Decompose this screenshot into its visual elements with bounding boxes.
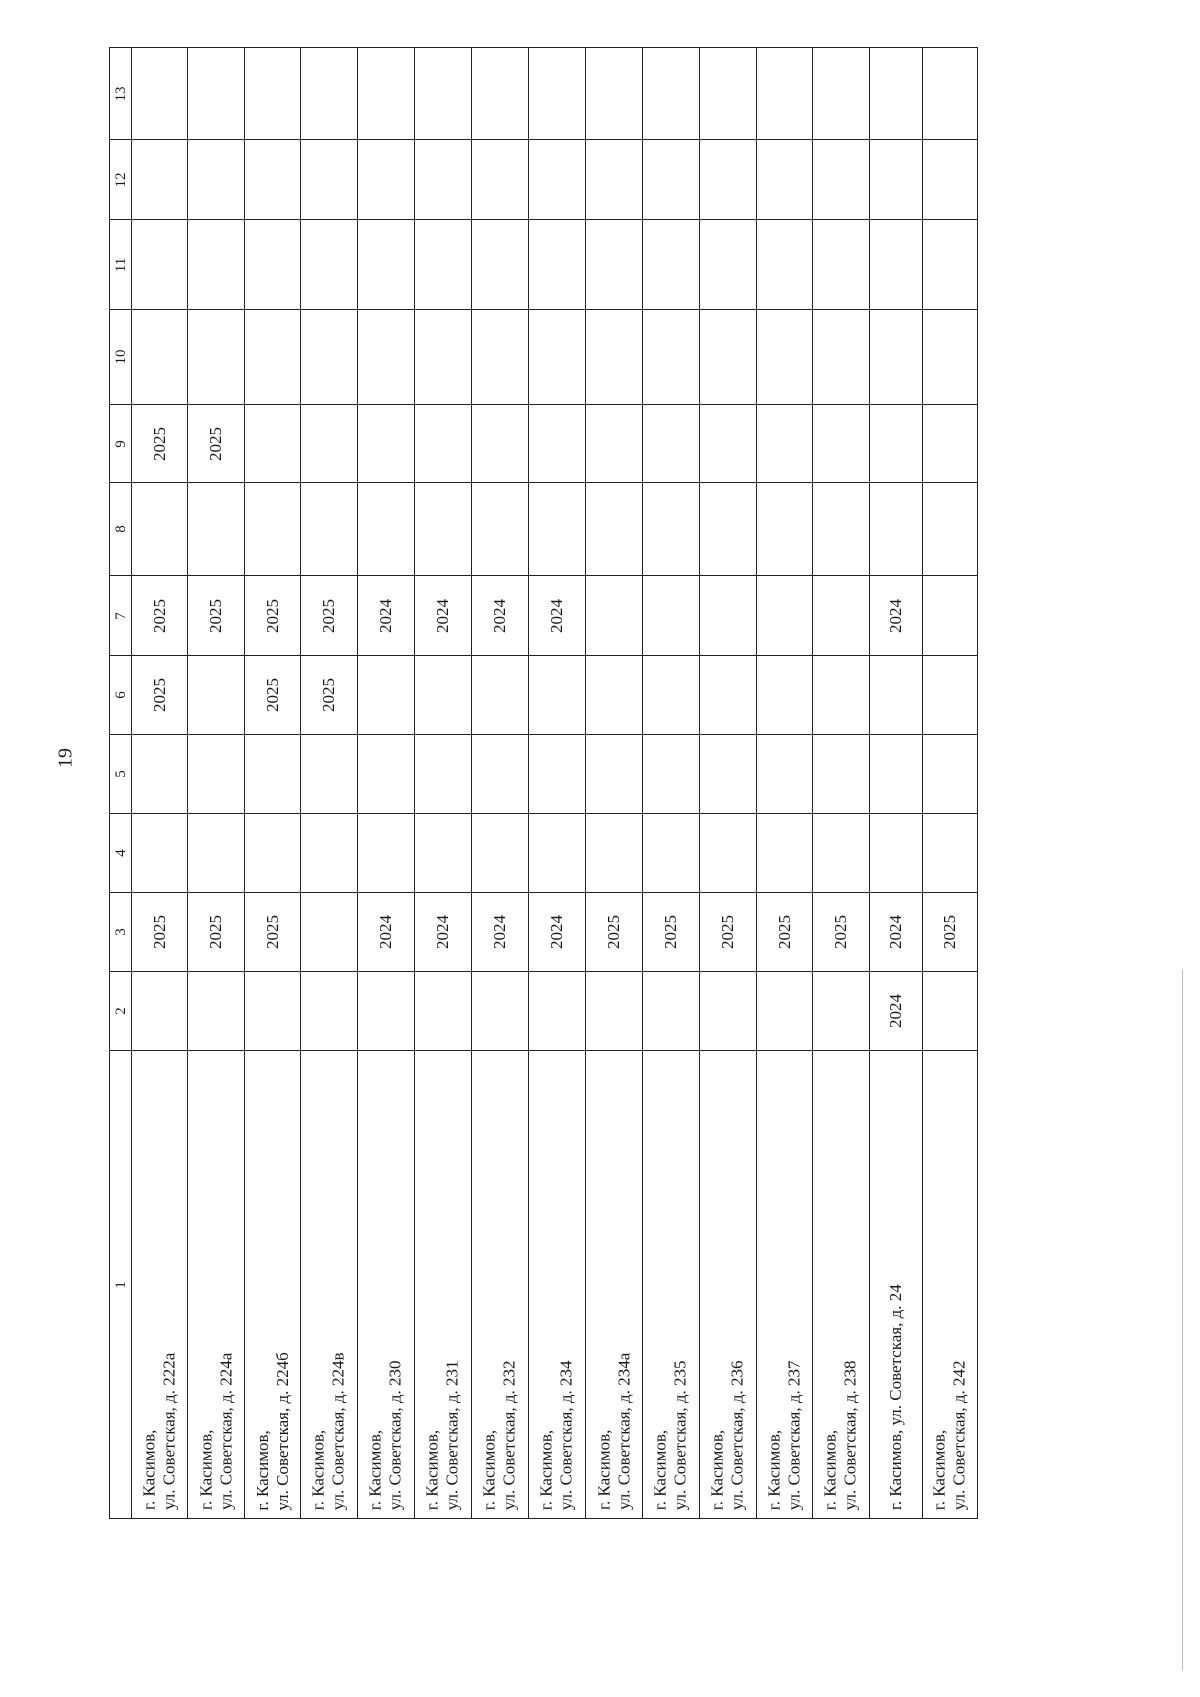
year-cell-c2 — [131, 971, 187, 1050]
year-cell-c6 — [187, 655, 244, 734]
scan-edge-line — [1182, 970, 1183, 1670]
address-line: ул. Советская, д. 222а — [159, 1352, 179, 1511]
year-cell-c13 — [471, 47, 528, 139]
year-value: 2025 — [262, 915, 282, 949]
year-cell-c3 — [300, 892, 357, 971]
address-line: г. Касимов, — [929, 1429, 949, 1510]
year-cell-c13 — [357, 47, 414, 139]
year-cell-c12 — [812, 139, 869, 219]
year-value: 2024 — [885, 598, 905, 633]
year-cell-c10 — [471, 309, 528, 404]
year-cell-c6 — [471, 655, 528, 734]
year-cell-c12 — [244, 139, 300, 219]
column-header-2 — [109, 971, 131, 1050]
year-cell-c5 — [642, 734, 699, 813]
year-cell-c6 — [528, 655, 585, 734]
address-text — [650, 1360, 691, 1510]
column-header-7 — [109, 575, 131, 655]
year-cell-c7 — [699, 575, 756, 655]
address-line: г. Касимов, — [536, 1429, 556, 1510]
column-header-label: 5 — [112, 770, 129, 778]
year-cell-c7 — [471, 575, 528, 655]
year-cell-c12 — [414, 139, 471, 219]
year-cell-c4 — [300, 813, 357, 892]
year-cell-c11 — [187, 219, 244, 309]
year-cell-c5 — [699, 734, 756, 813]
address-line: ул. Советская, д. 234 — [556, 1360, 576, 1510]
year-cell-c12 — [300, 139, 357, 219]
address-line: ул. Советская, д. 230 — [385, 1360, 405, 1510]
year-cell-c11 — [922, 219, 978, 309]
year-cell-c5 — [131, 734, 187, 813]
year-cell-c11 — [756, 219, 812, 309]
column-header-13 — [109, 47, 131, 139]
year-cell-c6 — [812, 655, 869, 734]
year-cell-c2 — [300, 971, 357, 1050]
address-line: ул. Советская, д. 224в — [328, 1352, 348, 1510]
year-cell-c3 — [131, 892, 187, 971]
year-cell-c6 — [244, 655, 300, 734]
year-cell-c11 — [812, 219, 869, 309]
year-cell-c13 — [869, 47, 922, 139]
column-header-label: 13 — [112, 86, 129, 101]
address-text — [422, 1360, 463, 1510]
year-value: 2024 — [432, 598, 452, 633]
year-cell-c2 — [756, 971, 812, 1050]
year-cell-c3 — [528, 892, 585, 971]
year-cell-c8 — [922, 482, 978, 575]
address-text — [929, 1360, 970, 1510]
address-line: ул. Советская, д. 242 — [949, 1360, 969, 1510]
year-value: 2024 — [489, 915, 509, 949]
year-cell-c9 — [756, 404, 812, 482]
year-cell-c7 — [131, 575, 187, 655]
year-cell-c6 — [922, 655, 978, 734]
year-cell-c11 — [300, 219, 357, 309]
year-cell-c10 — [528, 309, 585, 404]
year-cell-c4 — [131, 813, 187, 892]
address-line: ул. Советская, д. 232 — [499, 1360, 519, 1510]
address-cell — [357, 1050, 414, 1519]
year-cell-c6 — [585, 655, 642, 734]
year-value: 2025 — [262, 598, 282, 633]
column-header-12 — [109, 139, 131, 219]
column-header-3 — [109, 892, 131, 971]
address-text — [820, 1360, 861, 1510]
year-cell-c13 — [585, 47, 642, 139]
column-header-1 — [109, 1050, 131, 1519]
year-cell-c11 — [528, 219, 585, 309]
year-value: 2025 — [603, 915, 623, 949]
address-cell — [471, 1050, 528, 1519]
year-value: 2025 — [205, 426, 225, 461]
year-cell-c8 — [414, 482, 471, 575]
year-cell-c13 — [756, 47, 812, 139]
year-cell-c4 — [414, 813, 471, 892]
address-line: г. Касимов, — [308, 1429, 328, 1510]
year-cell-c10 — [756, 309, 812, 404]
year-cell-c8 — [357, 482, 414, 575]
year-cell-c13 — [187, 47, 244, 139]
year-cell-c9 — [244, 404, 300, 482]
year-cell-c13 — [812, 47, 869, 139]
year-value: 2024 — [885, 994, 905, 1028]
year-cell-c9 — [300, 404, 357, 482]
year-cell-c9 — [528, 404, 585, 482]
year-cell-c4 — [642, 813, 699, 892]
address-text — [536, 1360, 577, 1510]
year-cell-c5 — [869, 734, 922, 813]
year-cell-c10 — [699, 309, 756, 404]
year-cell-c11 — [414, 219, 471, 309]
year-cell-c2 — [699, 971, 756, 1050]
address-line: г. Касимов, — [422, 1429, 442, 1510]
year-cell-c6 — [414, 655, 471, 734]
schedule-table — [109, 47, 1070, 1519]
year-cell-c6 — [357, 655, 414, 734]
year-cell-c10 — [357, 309, 414, 404]
address-cell — [642, 1050, 699, 1519]
address-cell — [585, 1050, 642, 1519]
address-text — [479, 1360, 520, 1510]
address-line: г. Касимов, — [593, 1429, 613, 1511]
address-cell — [922, 1050, 978, 1519]
year-cell-c7 — [414, 575, 471, 655]
year-cell-c11 — [131, 219, 187, 309]
year-cell-c3 — [812, 892, 869, 971]
column-header-label: 8 — [112, 525, 129, 533]
address-line: г. Касимов, — [479, 1429, 499, 1510]
year-cell-c5 — [812, 734, 869, 813]
year-cell-c5 — [414, 734, 471, 813]
year-cell-c10 — [131, 309, 187, 404]
year-cell-c2 — [187, 971, 244, 1050]
year-cell-c8 — [244, 482, 300, 575]
year-value: 2024 — [546, 598, 566, 633]
address-line: ул. Советская, д. 236 — [727, 1360, 747, 1510]
year-cell-c13 — [528, 47, 585, 139]
address-cell — [300, 1050, 357, 1519]
address-text — [309, 1352, 350, 1510]
year-cell-c3 — [414, 892, 471, 971]
year-cell-c9 — [471, 404, 528, 482]
address-line: ул. Советская, д. 237 — [784, 1360, 804, 1510]
year-cell-c6 — [756, 655, 812, 734]
year-value: 2025 — [318, 598, 338, 633]
year-cell-c5 — [300, 734, 357, 813]
year-cell-c9 — [922, 404, 978, 482]
address-text — [886, 1284, 906, 1510]
year-cell-c12 — [869, 139, 922, 219]
year-cell-c8 — [187, 482, 244, 575]
address-text — [139, 1353, 180, 1510]
year-cell-c9 — [642, 404, 699, 482]
year-value: 2025 — [149, 598, 169, 633]
column-header-5 — [109, 734, 131, 813]
year-cell-c12 — [756, 139, 812, 219]
column-header-4 — [109, 813, 131, 892]
year-cell-c8 — [300, 482, 357, 575]
year-cell-c10 — [244, 309, 300, 404]
year-cell-c4 — [357, 813, 414, 892]
address-text — [196, 1353, 237, 1510]
year-cell-c9 — [812, 404, 869, 482]
year-cell-c11 — [585, 219, 642, 309]
address-cell — [756, 1050, 812, 1519]
year-cell-c6 — [699, 655, 756, 734]
year-cell-c9 — [699, 404, 756, 482]
year-cell-c5 — [922, 734, 978, 813]
year-cell-c11 — [244, 219, 300, 309]
year-cell-c10 — [922, 309, 978, 404]
year-cell-c10 — [300, 309, 357, 404]
year-value: 2024 — [432, 915, 452, 949]
year-value: 2025 — [205, 915, 225, 949]
year-cell-c9 — [187, 404, 244, 482]
year-cell-c2 — [528, 971, 585, 1050]
year-cell-c7 — [869, 575, 922, 655]
column-header-label: 9 — [112, 439, 129, 448]
year-cell-c7 — [922, 575, 978, 655]
year-value: 2024 — [489, 598, 509, 633]
year-cell-c3 — [471, 892, 528, 971]
column-header-label: 10 — [112, 349, 129, 365]
year-cell-c11 — [642, 219, 699, 309]
year-cell-c6 — [300, 655, 357, 734]
year-cell-c10 — [414, 309, 471, 404]
year-cell-c13 — [300, 47, 357, 139]
year-value: 2025 — [660, 915, 680, 949]
column-header-label: 1 — [112, 1280, 129, 1289]
address-line: г. Касимов, — [195, 1429, 215, 1511]
year-cell-c12 — [357, 139, 414, 219]
address-text — [707, 1360, 748, 1510]
year-cell-c12 — [471, 139, 528, 219]
column-header-9 — [109, 404, 131, 482]
year-cell-c12 — [699, 139, 756, 219]
year-cell-c13 — [131, 47, 187, 139]
year-value: 2024 — [885, 915, 905, 949]
address-text — [365, 1360, 406, 1510]
year-cell-c7 — [756, 575, 812, 655]
address-text — [594, 1353, 635, 1510]
year-cell-c2 — [812, 971, 869, 1050]
year-cell-c6 — [642, 655, 699, 734]
year-cell-c3 — [756, 892, 812, 971]
address-line: ул. Советская, д. 231 — [442, 1360, 462, 1510]
year-cell-c11 — [357, 219, 414, 309]
year-cell-c9 — [357, 404, 414, 482]
year-cell-c4 — [585, 813, 642, 892]
year-value: 2025 — [205, 598, 225, 633]
year-cell-c13 — [922, 47, 978, 139]
year-value: 2024 — [546, 915, 566, 949]
year-cell-c7 — [812, 575, 869, 655]
year-cell-c10 — [187, 309, 244, 404]
address-cell — [187, 1050, 244, 1519]
year-cell-c7 — [528, 575, 585, 655]
year-cell-c9 — [414, 404, 471, 482]
year-cell-c8 — [528, 482, 585, 575]
year-cell-c10 — [585, 309, 642, 404]
year-cell-c6 — [131, 655, 187, 734]
year-cell-c13 — [414, 47, 471, 139]
year-cell-c6 — [869, 655, 922, 734]
year-cell-c8 — [756, 482, 812, 575]
column-header-label: 3 — [112, 928, 129, 936]
year-cell-c8 — [699, 482, 756, 575]
address-line: г. Касимов, — [650, 1429, 670, 1510]
year-cell-c2 — [244, 971, 300, 1050]
year-cell-c3 — [357, 892, 414, 971]
column-header-label: 2 — [112, 1007, 129, 1015]
year-cell-c8 — [131, 482, 187, 575]
year-cell-c10 — [812, 309, 869, 404]
year-cell-c7 — [187, 575, 244, 655]
year-cell-c11 — [699, 219, 756, 309]
year-cell-c10 — [642, 309, 699, 404]
column-header-label: 7 — [112, 611, 129, 620]
year-cell-c9 — [869, 404, 922, 482]
year-cell-c4 — [756, 813, 812, 892]
year-cell-c3 — [642, 892, 699, 971]
year-cell-c4 — [244, 813, 300, 892]
year-value: 2024 — [375, 915, 395, 949]
column-header-10 — [109, 309, 131, 404]
column-header-6 — [109, 655, 131, 734]
column-header-label: 6 — [112, 691, 129, 699]
year-cell-c2 — [414, 971, 471, 1050]
year-cell-c9 — [131, 404, 187, 482]
year-cell-c3 — [244, 892, 300, 971]
year-cell-c5 — [471, 734, 528, 813]
address-text — [252, 1352, 293, 1510]
year-value: 2025 — [717, 915, 737, 949]
address-line: г. Касимов, — [820, 1429, 840, 1510]
year-cell-c8 — [812, 482, 869, 575]
year-cell-c13 — [244, 47, 300, 139]
year-cell-c12 — [528, 139, 585, 219]
year-cell-c11 — [471, 219, 528, 309]
address-line: г. Касимов, — [707, 1429, 727, 1510]
year-cell-c7 — [357, 575, 414, 655]
year-cell-c7 — [300, 575, 357, 655]
year-value: 2025 — [774, 915, 794, 949]
year-cell-c7 — [585, 575, 642, 655]
column-header-label: 4 — [112, 849, 129, 857]
year-cell-c5 — [187, 734, 244, 813]
address-line: г. Касимов, — [763, 1429, 783, 1510]
address-cell — [528, 1050, 585, 1519]
year-cell-c7 — [244, 575, 300, 655]
address-text — [764, 1360, 805, 1510]
address-cell — [812, 1050, 869, 1519]
year-cell-c8 — [869, 482, 922, 575]
year-cell-c12 — [922, 139, 978, 219]
year-cell-c4 — [922, 813, 978, 892]
year-cell-c4 — [187, 813, 244, 892]
address-line: г. Касимов, — [365, 1429, 385, 1510]
year-cell-c3 — [585, 892, 642, 971]
column-header-8 — [109, 482, 131, 575]
year-cell-c12 — [131, 139, 187, 219]
year-cell-c8 — [585, 482, 642, 575]
year-cell-c3 — [699, 892, 756, 971]
year-cell-c5 — [357, 734, 414, 813]
address-line: ул. Советская, д. 224а — [216, 1352, 236, 1511]
column-header-label: 11 — [112, 257, 129, 272]
year-value: 2025 — [318, 678, 338, 712]
year-cell-c13 — [642, 47, 699, 139]
address-cell — [244, 1050, 300, 1519]
year-cell-c7 — [642, 575, 699, 655]
year-cell-c2 — [869, 971, 922, 1050]
address-cell — [869, 1050, 922, 1519]
year-cell-c4 — [699, 813, 756, 892]
year-value: 2025 — [939, 915, 959, 949]
year-cell-c11 — [869, 219, 922, 309]
year-cell-c12 — [642, 139, 699, 219]
year-cell-c2 — [357, 971, 414, 1050]
year-value: 2025 — [149, 915, 169, 949]
year-cell-c8 — [642, 482, 699, 575]
year-cell-c3 — [187, 892, 244, 971]
year-cell-c3 — [922, 892, 978, 971]
year-value: 2024 — [375, 598, 395, 633]
year-value: 2025 — [262, 678, 282, 712]
address-cell — [131, 1050, 187, 1519]
year-cell-c2 — [585, 971, 642, 1050]
address-line: ул. Советская, д. 224б — [272, 1351, 292, 1511]
column-header-label: 12 — [112, 172, 129, 187]
year-cell-c5 — [585, 734, 642, 813]
year-value: 2025 — [149, 678, 169, 712]
address-line: ул. Советская, д. 234а — [614, 1352, 634, 1511]
year-cell-c5 — [528, 734, 585, 813]
year-cell-c2 — [642, 971, 699, 1050]
year-cell-c5 — [244, 734, 300, 813]
year-cell-c13 — [699, 47, 756, 139]
year-cell-c3 — [869, 892, 922, 971]
year-cell-c2 — [471, 971, 528, 1050]
year-value: 2025 — [149, 426, 169, 461]
year-cell-c12 — [187, 139, 244, 219]
address-line: г. Касимов, ул. Советская, д. 24 — [885, 1284, 905, 1511]
address-line: ул. Советская, д. 235 — [670, 1360, 690, 1510]
year-cell-c2 — [922, 971, 978, 1050]
year-cell-c9 — [585, 404, 642, 482]
address-line: г. Касимов, — [252, 1429, 272, 1511]
address-line: ул. Советская, д. 238 — [840, 1360, 860, 1510]
page-number-text: 19 — [54, 748, 77, 768]
year-cell-c5 — [756, 734, 812, 813]
year-value: 2025 — [830, 915, 850, 949]
year-cell-c12 — [585, 139, 642, 219]
address-cell — [414, 1050, 471, 1519]
address-line: г. Касимов, — [139, 1429, 159, 1511]
year-cell-c4 — [869, 813, 922, 892]
year-cell-c4 — [812, 813, 869, 892]
year-cell-c4 — [471, 813, 528, 892]
year-cell-c8 — [471, 482, 528, 575]
year-cell-c10 — [869, 309, 922, 404]
year-cell-c4 — [528, 813, 585, 892]
column-header-11 — [109, 219, 131, 309]
address-cell — [699, 1050, 756, 1519]
